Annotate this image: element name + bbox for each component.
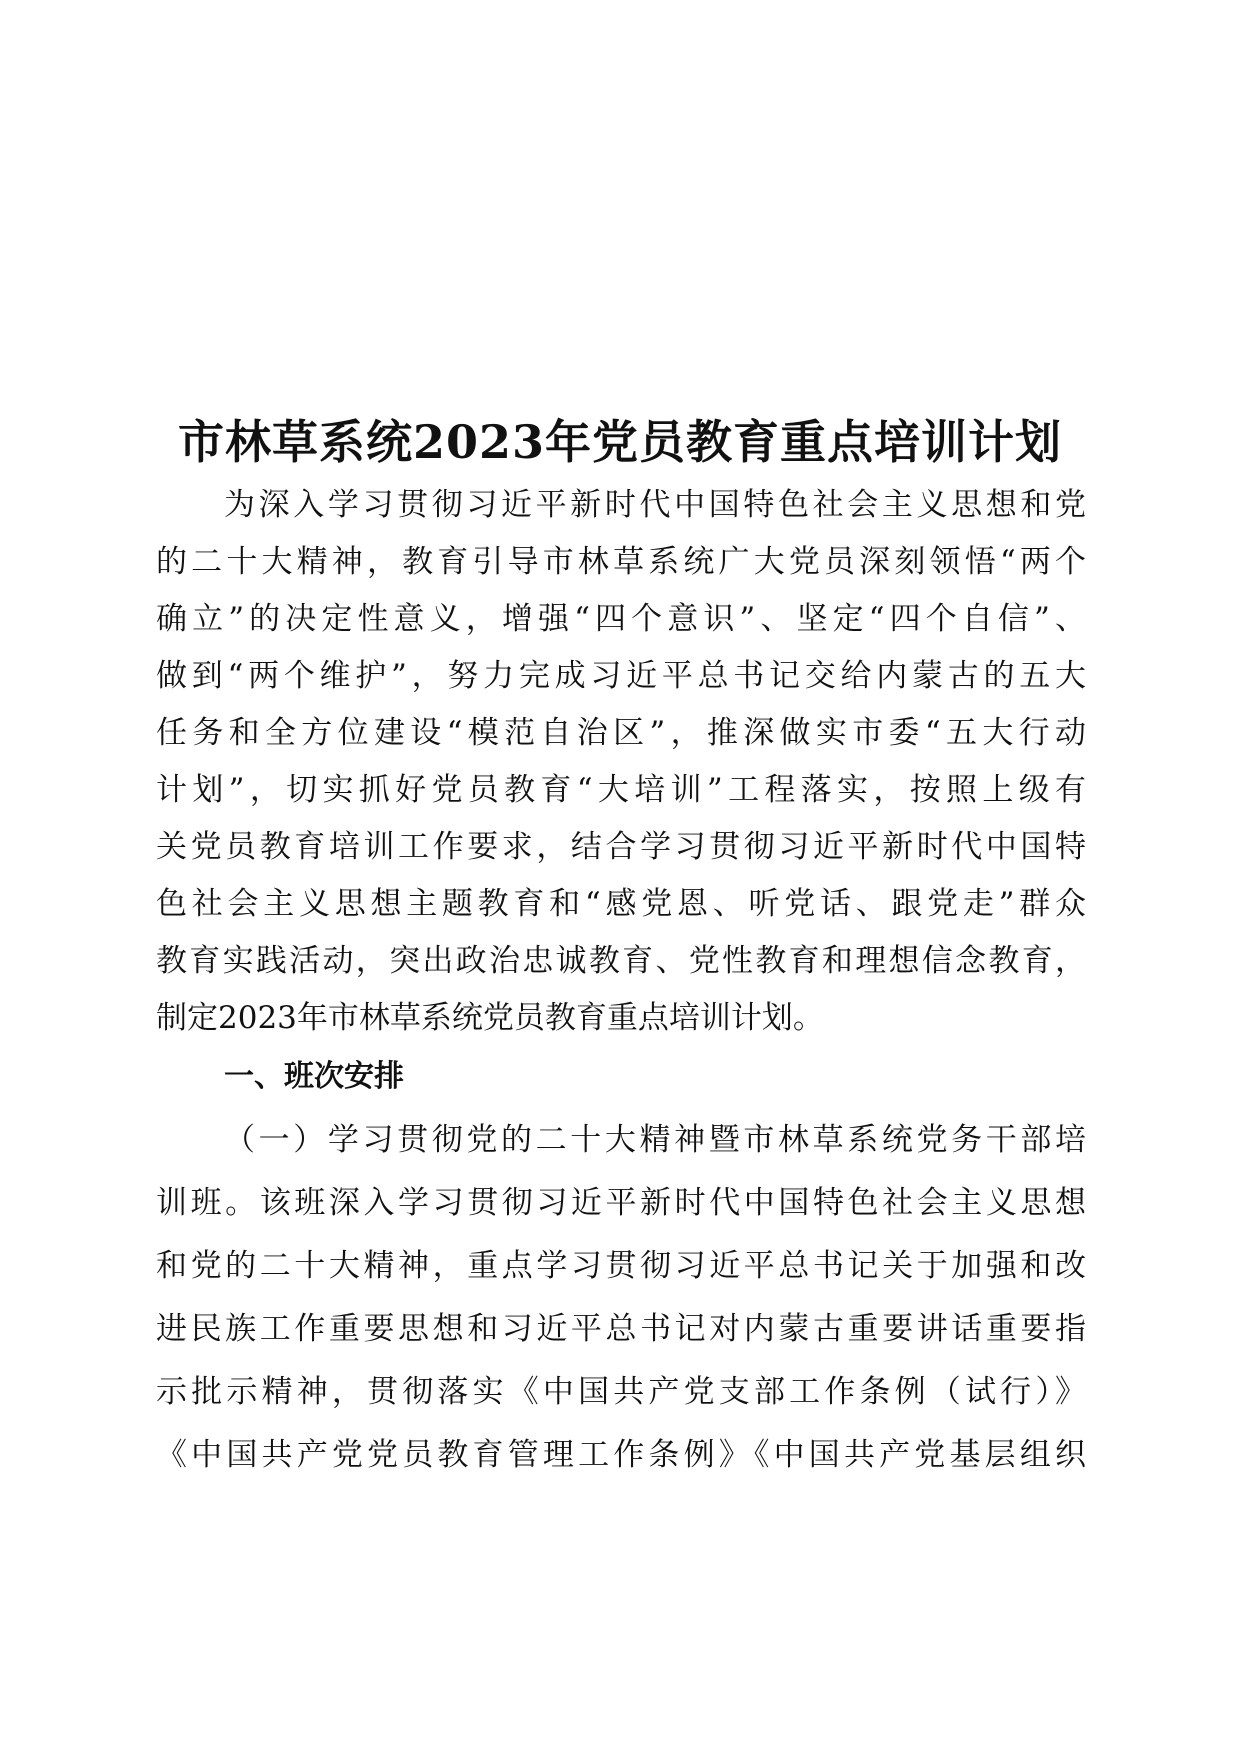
intro-line: 制定2023年市林草系统党员教育重点培训计划。 (156, 1000, 824, 1036)
section-heading: 一、班次安排 (224, 1059, 404, 1094)
intro-line: 为深入学习贯彻习近平新时代中国特色社会主义思想和党 (224, 487, 1086, 523)
section-line: 和党的二十大精神，重点学习贯彻习近平总书记关于加强和改 (156, 1248, 1086, 1284)
intro-line: 色社会主义思想主题教育和“感党恩、听党话、跟党走”群众 (156, 886, 1086, 922)
intro-line: 任务和全方位建设“模范自治区”，推深做实市委“五大行动 (156, 715, 1086, 751)
intro-line: 关党员教育培训工作要求，结合学习贯彻习近平新时代中国特 (156, 829, 1086, 865)
intro-line: 计划”，切实抓好党员教育“大培训”工程落实，按照上级有 (156, 772, 1086, 808)
section-line: （一）学习贯彻党的二十大精神暨市林草系统党务干部培 (224, 1122, 1086, 1158)
section-line: 训班。该班深入学习贯彻习近平新时代中国特色社会主义思想 (156, 1185, 1086, 1221)
intro-line: 做到“两个维护”，努力完成习近平总书记交给内蒙古的五大 (156, 658, 1086, 694)
section-line: 《中国共产党党员教育管理工作条例》《中国共产党基层组织 (156, 1437, 1086, 1473)
section-line: 示批示精神，贯彻落实《中国共产党支部工作条例（试行）》 (156, 1374, 1086, 1410)
section-line: 进民族工作重要思想和习近平总书记对内蒙古重要讲话重要指 (156, 1311, 1086, 1347)
intro-line: 确立”的决定性意义，增强“四个意识”、坚定“四个自信”、 (156, 601, 1086, 637)
intro-line: 教育实践活动，突出政治忠诚教育、党性教育和理想信念教育， (156, 943, 1086, 979)
intro-line: 的二十大精神，教育引导市林草系统广大党员深刻领悟“两个 (156, 544, 1086, 580)
document-title: 市林草系统2023年党员教育重点培训计划 (177, 415, 1063, 469)
